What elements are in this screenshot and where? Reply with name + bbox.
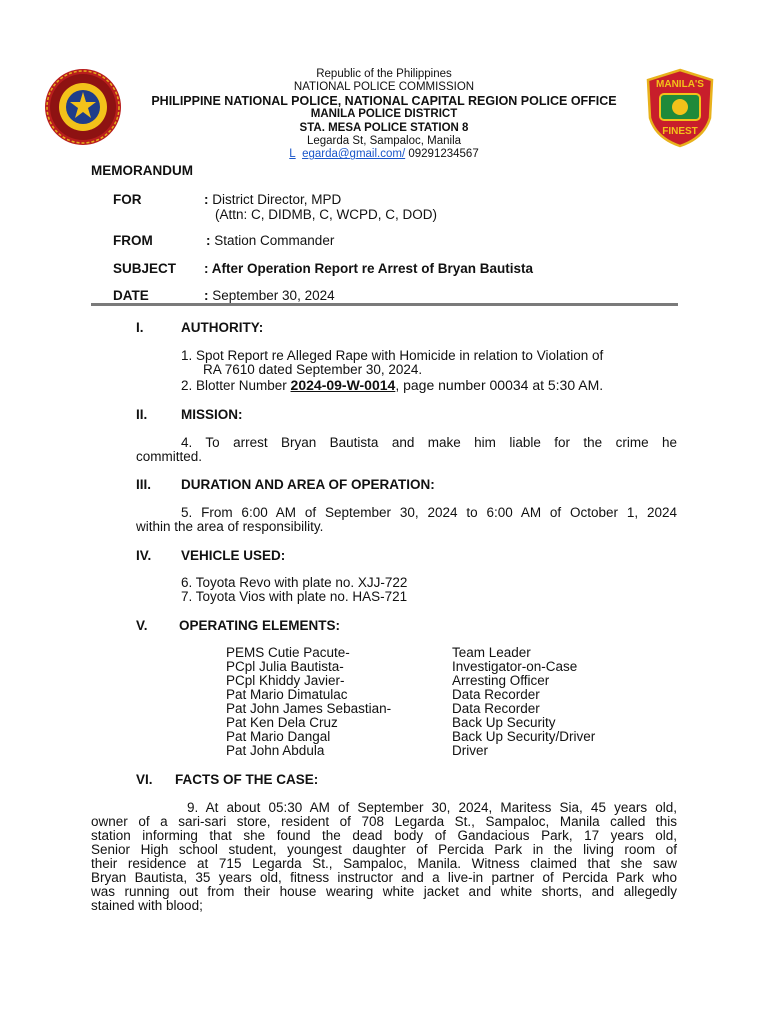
date-value: : September 30, 2024: [204, 288, 335, 303]
element-name: PEMS Cutie Pacute-: [226, 645, 350, 660]
blotter-number: 2024-09-W-0014: [290, 377, 396, 393]
header-pnp-ncrpo: PHILIPPINE NATIONAL POLICE, NATIONAL CAPITAL REGION POLICE OFFICE: [151, 93, 617, 108]
email-link-initial[interactable]: L: [289, 148, 296, 161]
element-role: Team Leader: [452, 645, 531, 660]
header-contact: [0, 148, 768, 161]
header-address: Legarda St, Sampaloc, Manila: [306, 135, 462, 148]
for-label: FOR: [113, 192, 142, 207]
authority-item-1-line-1: 1. Spot Report re Alleged Rape with Homicide in relation to Violation of: [181, 348, 604, 363]
facts-line-6: Bryan Bautista, 35 years old, fitness instructor and a live-in partner of Percida Park who: [91, 870, 677, 885]
element-role: Back Up Security: [452, 715, 556, 730]
from-value-text: Station Commander: [214, 233, 335, 248]
element-name: Pat Mario Dangal: [226, 729, 331, 744]
element-name: Pat Ken Dela Cruz: [226, 715, 338, 730]
header-mpd: MANILA POLICE DISTRICT: [310, 108, 458, 121]
section-5-number: V.: [136, 618, 148, 633]
badge-bottom-text: FINEST: [662, 126, 698, 137]
section-6-title: FACTS OF THE CASE:: [175, 772, 319, 787]
element-role: Investigator-on-Case: [452, 659, 578, 674]
authority-item-2: [181, 378, 603, 393]
facts-line-1: 9. At about 05:30 AM of September 30, 2024, Maritess Sia, 45 years old,: [187, 800, 677, 815]
header-republic: Republic of the Philippines: [316, 68, 452, 80]
date-value-text: September 30, 2024: [212, 288, 335, 303]
from-value: : Station Commander: [206, 233, 335, 248]
subject-value: : After Operation Report re Arrest of Bryan Bautista: [204, 261, 534, 276]
element-role: Data Recorder: [452, 701, 540, 716]
subject-label: SUBJECT: [113, 261, 177, 276]
header-napolcom: NATIONAL POLICE COMMISSION: [293, 81, 475, 94]
element-role: Back Up Security/Driver: [452, 729, 596, 744]
from-label: FROM: [113, 233, 153, 248]
authority-item-1-line-2: RA 7610 dated September 30, 2024.: [203, 362, 423, 377]
section-4-number: IV.: [136, 548, 152, 563]
vehicle-item-1: 6. Toyota Revo with plate no. XJJ-722: [181, 575, 408, 590]
mission-line-2: committed.: [136, 449, 203, 464]
mission-line-1: 4. To arrest Bryan Bautista and make him liable for the crime he: [181, 435, 677, 450]
section-2-title: MISSION:: [181, 407, 243, 422]
element-name: Pat John James Sebastian-: [226, 701, 392, 716]
facts-line-5: their residence at 715 Legarda St., Sampaloc, Manila. Witness claimed that she saw: [91, 856, 677, 871]
duration-line-1: 5. From 6:00 AM of September 30, 2024 to 6:00 AM of October 1, 2024: [181, 505, 677, 520]
facts-line-4: Senior High school student, youngest daughter of Percida Park in the living room of: [91, 842, 677, 857]
header-divider: [91, 303, 678, 306]
badge-top-text: MANILA'S: [656, 79, 704, 90]
facts-line-3: station informing that she found the dead body of Gandacious Park, 17 years old,: [91, 828, 677, 843]
element-name: PCpl Khiddy Javier-: [226, 673, 345, 688]
element-role: Arresting Officer: [452, 673, 550, 688]
for-value-text: District Director, MPD: [212, 192, 342, 207]
date-label: DATE: [113, 288, 149, 303]
duration-line-2: within the area of responsibility.: [136, 519, 324, 534]
for-attn: (Attn: C, DIDMB, C, WCPD, C, DOD): [215, 207, 438, 222]
element-role: Driver: [452, 743, 488, 758]
element-name: Pat Mario Dimatulac: [226, 687, 348, 702]
section-1-title: AUTHORITY:: [181, 320, 264, 335]
section-4-title: VEHICLE USED:: [181, 548, 286, 563]
section-1-number: I.: [136, 320, 144, 335]
phone-number: 09291234567: [408, 148, 479, 161]
element-role: Data Recorder: [452, 687, 540, 702]
memo-title: MEMORANDUM: [91, 163, 193, 178]
section-3-title: DURATION AND AREA OF OPERATION:: [181, 477, 435, 492]
element-name: Pat John Abdula: [226, 743, 325, 758]
section-2-number: II.: [136, 407, 148, 422]
section-5-title: OPERATING ELEMENTS:: [179, 618, 341, 633]
element-name: PCpl Julia Bautista-: [226, 659, 344, 674]
section-3-number: III.: [136, 477, 152, 492]
section-6-number: VI.: [136, 772, 153, 787]
letterhead: [0, 68, 768, 162]
authority-item-2-prefix: 2. Blotter Number: [181, 378, 291, 393]
email-link[interactable]: egarda@gmail.com/: [302, 148, 406, 161]
facts-line-2: owner of a sari-sari store, resident of 708 Legarda St., Sampaloc, Manila called this: [91, 814, 677, 829]
authority-item-2-suffix: , page number 00034 at 5:30 AM.: [395, 377, 604, 393]
for-value: : District Director, MPD: [204, 192, 342, 207]
vehicle-item-2: 7. Toyota Vios with plate no. HAS-721: [181, 589, 408, 604]
header-station: STA. MESA POLICE STATION 8: [299, 121, 469, 134]
facts-line-7: was running out from their house wearing white jacket and white shorts, and allegedly: [91, 884, 677, 899]
facts-line-8: stained with blood;: [91, 898, 203, 913]
